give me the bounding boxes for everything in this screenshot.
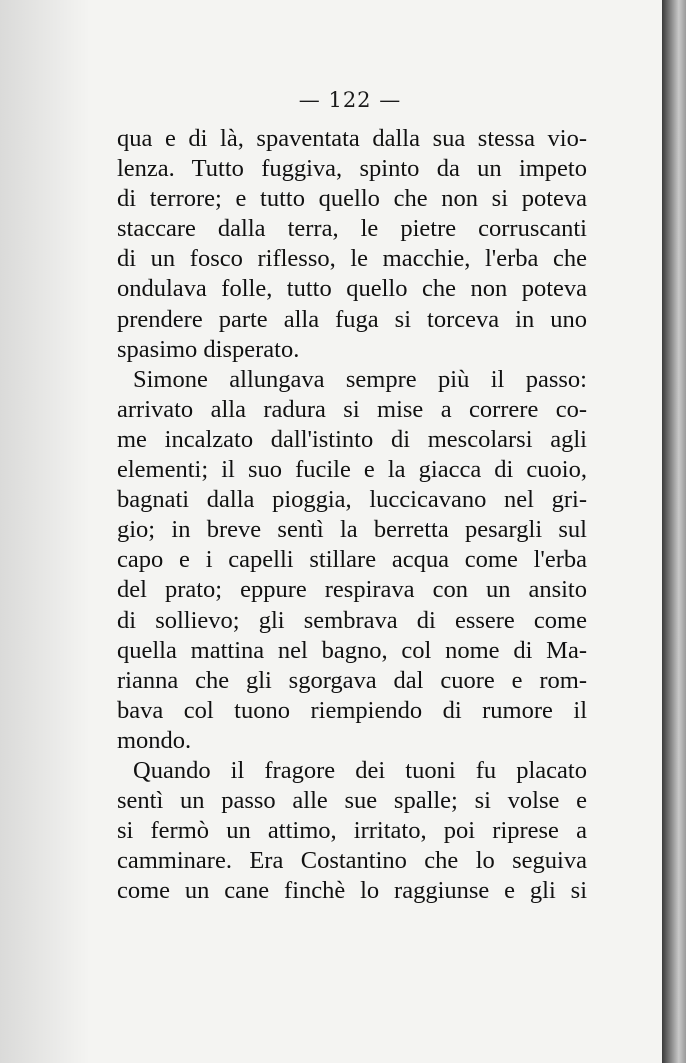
text-line: elementi; il suo fucile e la giacca di cuoio,	[117, 456, 587, 484]
text-line: bagnati dalla pioggia, luccicavano nel gri-	[117, 486, 587, 514]
text-line: come un cane finchè lo raggiunse e gli si	[117, 877, 587, 905]
text-line: gio; in breve sentì la berretta pesargli sul	[117, 516, 587, 544]
text-line: di un fosco riflesso, le macchie, l'erba che	[117, 245, 587, 273]
text-line: Simone allungava sempre più il passo:	[133, 365, 587, 393]
text-line: ondulava folle, tutto quello che non poteva	[117, 275, 587, 303]
text-line: prendere parte alla fuga si torceva in uno	[117, 305, 587, 333]
text-line: lenza. Tutto fuggiva, spinto da un impeto	[117, 155, 587, 183]
text-line: di terrore; e tutto quello che non si poteva	[117, 185, 587, 213]
text-line: del prato; eppure respirava con un ansito	[117, 576, 587, 604]
text-line: me incalzato dall'istinto di mescolarsi agli	[117, 425, 587, 453]
text-line: staccare dalla terra, le pietre corruscanti	[117, 215, 587, 243]
book-binding-edge	[662, 0, 686, 1063]
text-line: mondo.	[117, 726, 192, 754]
page-number: — 122 —	[298, 88, 402, 112]
text-line: Quando il fragore dei tuoni fu placato	[133, 756, 587, 784]
text-line: spasimo disperato.	[117, 335, 300, 363]
text-line: rianna che gli sgorgava dal cuore e rom-	[117, 666, 587, 694]
text-line: bava col tuono riempiendo di rumore il	[117, 696, 587, 724]
text-line: si fermò un attimo, irritato, poi riprese a	[117, 817, 587, 845]
text-line: capo e i capelli stillare acqua come l'erba	[117, 546, 587, 574]
body-text	[117, 124, 587, 906]
text-line: arrivato alla radura si mise a correre co-	[117, 395, 587, 423]
text-line: di sollievo; gli sembrava di essere come	[117, 606, 587, 634]
text-line: qua e di là, spaventata dalla sua stessa vio-	[117, 125, 587, 152]
text-line: camminare. Era Costantino che lo seguiva	[117, 847, 587, 875]
page-gutter-shadow	[0, 0, 90, 1063]
text-line: sentì un passo alle sue spalle; si volse e	[117, 787, 587, 815]
text-line: quella mattina nel bagno, col nome di Ma-	[117, 636, 587, 664]
